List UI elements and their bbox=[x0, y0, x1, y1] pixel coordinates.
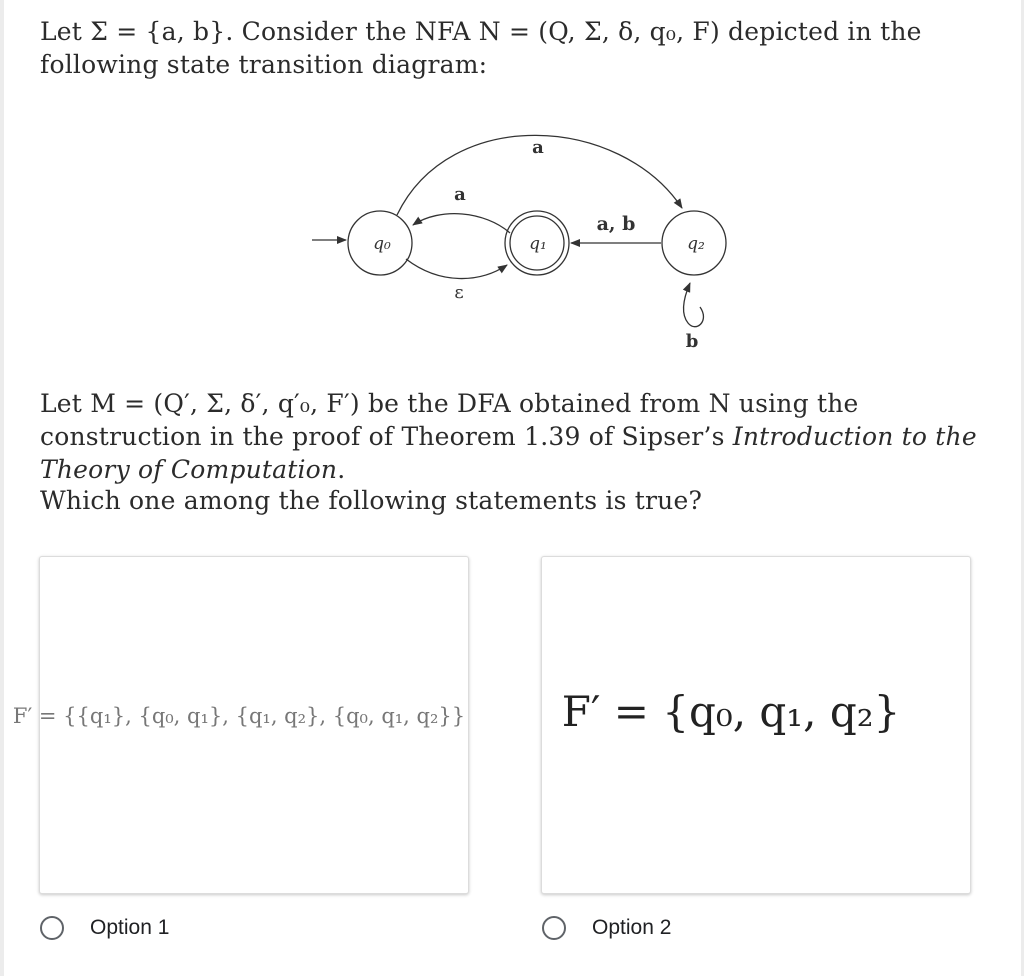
label-top-arc: a bbox=[532, 137, 544, 158]
page-left-edge bbox=[0, 0, 4, 976]
nfa-state-diagram bbox=[300, 125, 740, 360]
option-2-radio-row[interactable] bbox=[542, 912, 671, 944]
question-intro: Let Σ = {a, b}. Consider the NFA N = (Q, Σ, δ, q₀, F) depicted in the following state transition diagram: bbox=[40, 17, 922, 79]
state-q2-label: q₂ bbox=[687, 234, 705, 254]
label-q1-to-q0: a bbox=[454, 184, 466, 205]
question-prompt: Which one among the following statements is true? bbox=[40, 486, 703, 515]
label-q2-loop: b bbox=[685, 331, 699, 352]
option-1-label: Option 1 bbox=[90, 916, 170, 939]
option-2-formula: F′ = {q₀, q₁, q₂} bbox=[561, 687, 901, 736]
dfa-text-before: Let M = (Q′, Σ, δ′, q′₀, F′) be the DFA obtained from N using the construction in the proof of Theorem 1.39 of Sipser’s bbox=[40, 389, 859, 451]
transition-q0-q1 bbox=[406, 259, 507, 279]
dfa-text-after: . bbox=[337, 455, 346, 484]
option-1-radio-button[interactable] bbox=[40, 916, 64, 940]
transition-q2-loop bbox=[684, 283, 704, 327]
book-title: Introduction to the Theory of Computation bbox=[40, 422, 977, 484]
option-1-card[interactable] bbox=[12, 556, 469, 894]
dfa-description bbox=[40, 387, 990, 486]
label-q2-to-q1: a, b bbox=[596, 213, 636, 235]
option-2-radio-button[interactable] bbox=[542, 916, 566, 940]
option-1-radio-row[interactable] bbox=[40, 912, 169, 944]
label-q0-to-q1: ε bbox=[454, 282, 464, 303]
option-2-card[interactable] bbox=[541, 556, 971, 894]
option-1-formula: F′ = {{q₁}, {q₀, q₁}, {q₁, q₂}, {q₀, q₁, q₂}} bbox=[12, 704, 466, 728]
option-2-label: Option 2 bbox=[592, 916, 672, 939]
transition-q1-q0 bbox=[413, 214, 510, 233]
state-q0-label: q₀ bbox=[373, 234, 391, 254]
state-q1-label: q₁ bbox=[529, 234, 547, 254]
